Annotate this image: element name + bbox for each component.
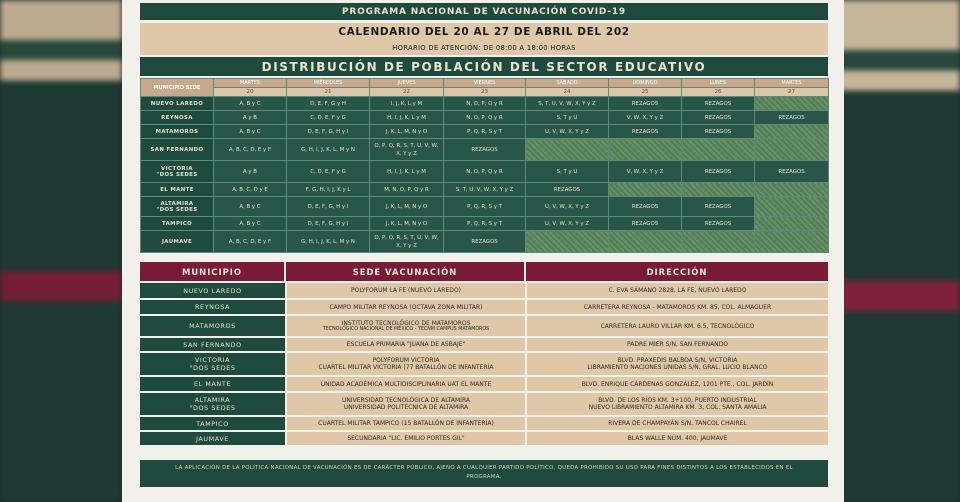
text-line: NUEVO LAREDO [150, 100, 204, 107]
sede-municipio [140, 352, 286, 376]
sede-address [526, 299, 828, 315]
municipio-cell [141, 161, 214, 183]
sede-name [286, 352, 526, 376]
sede-name [286, 299, 526, 315]
sede-municipio [140, 299, 286, 315]
text-line: "DOS SEDES [189, 364, 236, 372]
sede-row [140, 431, 828, 446]
text-line: TAMPICO [161, 220, 193, 227]
schedule-cell: D, E, F, G, H y I [287, 217, 370, 231]
schedule-cell [526, 139, 609, 161]
date-header: 27 [755, 88, 829, 97]
schedule-cell: N, O, P, Q y R [444, 97, 526, 111]
text-line: LIBRAMIENTO NACIONES UNIDAS S/N, GRAL. LUCIO BLANCO [587, 364, 768, 371]
day-header: SÁBADO [526, 79, 609, 88]
sede-row [140, 337, 828, 352]
sede-name [286, 283, 526, 299]
distribution-row [141, 125, 829, 139]
day-header: JUEVES [370, 79, 444, 88]
sede-municipio [140, 431, 286, 446]
distribution-row [141, 111, 829, 125]
schedule-cell: REZAGOS [682, 111, 755, 125]
schedule-cell: C, D, E, F y G [287, 111, 370, 125]
text-line: PADRE MIER S/N, SAN FERNANDO [626, 341, 729, 348]
schedule-cell: REZAGOS [755, 111, 829, 125]
schedule-cell: D, E, F, G, H y I [287, 125, 370, 139]
sede-row [140, 416, 828, 431]
text-line: "DOS SEDES [156, 206, 198, 213]
text-line: VICTORIA [194, 356, 231, 364]
text-line: JAUMAVE [161, 238, 193, 245]
text-line: EL MANTE [193, 380, 232, 388]
text-line: CARRETERA REYNOSA - MATAMOROS KM. 85, COL. ALMAGUER [583, 303, 772, 311]
text-line: POLYFORUM VICTORIA [372, 357, 440, 364]
sede-row [140, 315, 828, 337]
day-header: LUNES [682, 79, 755, 88]
schedule-cell [755, 217, 829, 231]
schedule-cell: REZAGOS [444, 139, 526, 161]
schedule-cell: REZAGOS [682, 161, 755, 183]
schedule-cell: S, T y U [526, 161, 609, 183]
schedule-cell [609, 139, 682, 161]
day-header: MARTES [214, 79, 287, 88]
municipio-cell [141, 125, 214, 139]
municipio-cell [141, 97, 214, 111]
schedule-cell: H, I, J, K, L y M [370, 161, 444, 183]
sede-row [140, 376, 828, 392]
sede-address [526, 392, 828, 416]
schedule-cell: REZAGOS [682, 97, 755, 111]
text-line: CARRETERA LAURO VILLAR KM. 6.5, TECNOLÓGICO [600, 322, 755, 330]
schedule-cell: S, T y U [526, 111, 609, 125]
text-line: BLVD. DE LOS RÍOS KM. 3+100, PUERTO INDUSTRIAL [598, 397, 757, 404]
sedes-header [140, 262, 828, 281]
schedule-cell: REZAGOS [682, 217, 755, 231]
text-line: INSTITUTO TECNOLÓGICO DE MATAMOROS [341, 320, 471, 327]
text-line: CUARTEL MILITAR VICTORIA (77 BATALLÓN DE INFANTERÍA [318, 364, 494, 371]
schedule-cell: O, P, Q, R, S, T, U, V, W, X, Y y Z [370, 231, 444, 253]
distribution-row [141, 161, 829, 183]
schedule-cell [682, 183, 755, 197]
municipio-cell [141, 197, 214, 217]
schedule-cell: M, N, O, P, Q y R [370, 183, 444, 197]
sede-row [140, 392, 828, 416]
day-header-row [141, 79, 829, 88]
schedule-cell: J, K, L, M, N y O [370, 125, 444, 139]
schedule-cell: F, G, H, I, J, K y L [287, 183, 370, 197]
schedule-cell: REZAGOS [609, 217, 682, 231]
schedule-cell: V, W, X, Y y Z [609, 111, 682, 125]
schedule-cell: REZAGOS [444, 231, 526, 253]
schedule-cell: H, I, J, K, L y M [370, 111, 444, 125]
date-header: 20 [214, 88, 287, 97]
text-line: NUEVO LIBRAMIENTO ALTAMIRA KM. 3, COL. SANTA AMALIA [588, 404, 767, 411]
schedule-cell: REZAGOS [682, 125, 755, 139]
schedule-cell: C, D, E, F y G [287, 161, 370, 183]
text-line: UNIVERSIDAD TECNOLÓGICA DE ALTAMIRA [342, 397, 470, 404]
sede-address [526, 315, 828, 337]
schedule-cell: REZAGOS [609, 197, 682, 217]
schedule-cell: P, Q, R, S y T [444, 217, 526, 231]
schedule-cell [526, 231, 609, 253]
sede-address [526, 352, 828, 376]
distribution-row [141, 197, 829, 217]
sede-municipio [140, 337, 286, 352]
text-line: "DOS SEDES [156, 171, 198, 178]
sede-address [526, 283, 828, 299]
text-line: MATAMOROS [189, 322, 236, 330]
schedule-cell: A, B, C, D y E [214, 183, 287, 197]
text-line: JAUMAVE [196, 434, 229, 443]
text-line: BLVD. ENRIQUE CÁRDENAS GONZÁLEZ, 1201 PTE., COL. JARDÍN [581, 380, 774, 388]
schedule-cell: A, B, C, D, E y F [214, 231, 287, 253]
sede-address [526, 416, 828, 431]
text-line: SECUNDARIA "LIC. EMILIO PORTES GIL" [347, 435, 465, 442]
schedule-cell: A, B y C [214, 197, 287, 217]
header-direccion: DIRECCIÓN [526, 262, 828, 281]
schedule-cell: REZAGOS [526, 183, 609, 197]
municipio-sede-header: MUNICIPIO SEDE [141, 79, 214, 97]
calendar-title: CALENDARIO DEL 20 AL 27 DE ABRIL DEL 202 [140, 23, 828, 40]
sede-row [140, 352, 828, 376]
day-header: VIERNES [444, 79, 526, 88]
schedule-cell: S, T, U, V, W, X, Y y Z [444, 183, 526, 197]
hours-line: HORARIO DE ATENCIÓN: DE 08:00 A 18:00 HORAS [140, 40, 828, 55]
schedule-cell: REZAGOS [609, 125, 682, 139]
date-header: 23 [444, 88, 526, 97]
sedes-table [140, 283, 828, 447]
date-header: 24 [526, 88, 609, 97]
day-header: MIÉRCOLES [287, 79, 370, 88]
sede-row [140, 299, 828, 315]
distribution-table [140, 78, 829, 253]
distribution-row [141, 97, 829, 111]
schedule-cell: I, J, K, L y M [370, 97, 444, 111]
text-line: BLAS WALLE NÚM. 400, JAUMAVE [627, 435, 728, 442]
municipio-cell [141, 217, 214, 231]
municipio-cell [141, 183, 214, 197]
schedule-cell: O, P, Q, R, S, T, U, V, W, X, Y y Z [370, 139, 444, 161]
schedule-cell: U, V, W, X, Y y Z [526, 197, 609, 217]
distribution-title: DISTRIBUCIÓN DE POBLACIÓN DEL SECTOR EDUCATIVO [140, 57, 828, 76]
sede-name [286, 431, 526, 446]
schedule-cell [755, 139, 829, 161]
schedule-cell [755, 197, 829, 217]
sede-row [140, 283, 828, 299]
schedule-cell: REZAGOS [609, 97, 682, 111]
program-title: PROGRAMA NACIONAL DE VACUNACIÓN COVID-19 [140, 3, 828, 20]
distribution-row [141, 139, 829, 161]
date-header: 21 [287, 88, 370, 97]
distribution-row [141, 217, 829, 231]
sede-address [526, 337, 828, 352]
schedule-cell: P, Q, R, S y T [444, 125, 526, 139]
date-header-row [141, 88, 829, 97]
day-header: DOMINGO [609, 79, 682, 88]
vaccination-calendar-poster [122, 0, 844, 502]
schedule-cell [682, 139, 755, 161]
text-line: UNIDAD ACADÉMICA MULTIDISCIPLINARIA UAT EL MANTE [320, 380, 492, 388]
text-line: EL MANTE [160, 186, 194, 193]
schedule-cell: A, B y C [214, 125, 287, 139]
schedule-cell: A, B y C [214, 97, 287, 111]
schedule-cell [682, 231, 755, 253]
text-line: SAN FERNANDO [150, 146, 204, 153]
text-line: ALTAMIRA [194, 396, 231, 404]
sede-municipio [140, 416, 286, 431]
sede-municipio [140, 376, 286, 392]
sede-name [286, 392, 526, 416]
text-line: C. EVA SÁMANO 2828, LA FE, NUEVO LAREDO [608, 287, 747, 294]
schedule-cell [755, 183, 829, 197]
text-line: NUEVO LAREDO [183, 286, 242, 295]
schedule-cell [755, 97, 829, 111]
schedule-cell: G, H, I, J, K, L, M y N [287, 139, 370, 161]
schedule-cell: A y B [214, 161, 287, 183]
text-line: MATAMOROS [155, 128, 199, 135]
schedule-cell: N, O, P, Q y R [444, 111, 526, 125]
schedule-cell: J, K, L, M, N y O [370, 217, 444, 231]
sede-address [526, 431, 828, 446]
schedule-cell: D, E, F, G, H y I [287, 197, 370, 217]
sede-name [286, 337, 526, 352]
schedule-cell: REZAGOS [755, 161, 829, 183]
schedule-cell [609, 183, 682, 197]
schedule-cell: J, K, L, M, N y O [370, 197, 444, 217]
sede-name [286, 376, 526, 392]
schedule-cell: REZAGOS [682, 197, 755, 217]
blurred-background-left [0, 0, 122, 502]
text-line: CUARTEL MILITAR TAMPICO (15 BATALLÓN DE INFANTERÍA) [318, 420, 494, 427]
footer-notice: LA APLICACIÓN DE LA POLÍTICA NACIONAL DE VACUNACIÓN ES DE CARÁCTER PÚBLICO, AJENO A CUALQUIER PARTIDO POLÍTICO, QUEDA PROHIBIDO SU USO PARA FINES DISTINTOS A LOS ESTABLECIDOS EN EL PROGRAMA. [140, 460, 828, 487]
schedule-cell: U, V, W, X, Y y Z [526, 125, 609, 139]
schedule-cell: A, B, C, D, E y F [214, 139, 287, 161]
header-municipio: MUNICIPIO [140, 262, 286, 281]
date-header: 26 [682, 88, 755, 97]
text-line: REYNOSA [161, 114, 193, 121]
text-line: CAMPO MILITAR REYNOSA (OCTAVA ZONA MILITAR) [329, 303, 483, 311]
schedule-cell: P, Q, R, S y T [444, 197, 526, 217]
schedule-cell: N, O, P, Q y R [444, 161, 526, 183]
text-line: UNIVERSIDAD POLITÉCNICA DE ALTAMIRA [343, 404, 469, 411]
text-line: ALTAMIRA [160, 200, 194, 207]
distribution-row [141, 183, 829, 197]
text-line: TAMPICO [196, 419, 229, 428]
schedule-cell [609, 231, 682, 253]
schedule-cell: D, E, F, G y H [287, 97, 370, 111]
schedule-cell: V, W, X, Y y Z [609, 161, 682, 183]
sede-address [526, 376, 828, 392]
municipio-cell [141, 111, 214, 125]
schedule-cell: U, V, W, X, Y y Z [526, 217, 609, 231]
date-header: 22 [370, 88, 444, 97]
header-sede: SEDE VACUNACIÓN [286, 262, 526, 281]
text-line: REYNOSA [195, 303, 230, 311]
text-line: ESCUELA PRIMARIA "JUANA DE ASBAJE" [346, 341, 466, 348]
text-line: "DOS SEDES [189, 404, 236, 412]
text-line: RIVERA DE CHAMPAYÁN S/N, TANCOL CHAIREL [608, 420, 747, 427]
municipio-cell [141, 231, 214, 253]
schedule-cell: G, H, I, J, K, L, M y N [287, 231, 370, 253]
sede-name [286, 315, 526, 337]
schedule-cell: S, T, U, V, W, X, Y y Z [526, 97, 609, 111]
date-header: 25 [609, 88, 682, 97]
schedule-cell [755, 125, 829, 139]
schedule-cell: A, B y C [214, 217, 287, 231]
text-line: BLVD. PRAXEDIS BALBOA S/N, VICTORIA [617, 357, 738, 364]
schedule-cell [755, 231, 829, 253]
sede-municipio [140, 283, 286, 299]
municipio-cell [141, 139, 214, 161]
sede-name [286, 416, 526, 431]
schedule-cell: A y B [214, 111, 287, 125]
blurred-background-right [838, 0, 960, 502]
text-line: VICTORIA [161, 165, 193, 172]
text-line: TECNOLÓGICO NACIONAL DE MÉXICO - TECNM CAMPUS MATAMOROS [322, 327, 490, 332]
day-header: MARTES [755, 79, 829, 88]
sede-municipio [140, 392, 286, 416]
distribution-row [141, 231, 829, 253]
text-line: SAN FERNANDO [183, 340, 242, 349]
text-line: POLYFORUM LA FE (NUEVO LAREDO) [351, 287, 461, 294]
sede-municipio [140, 315, 286, 337]
